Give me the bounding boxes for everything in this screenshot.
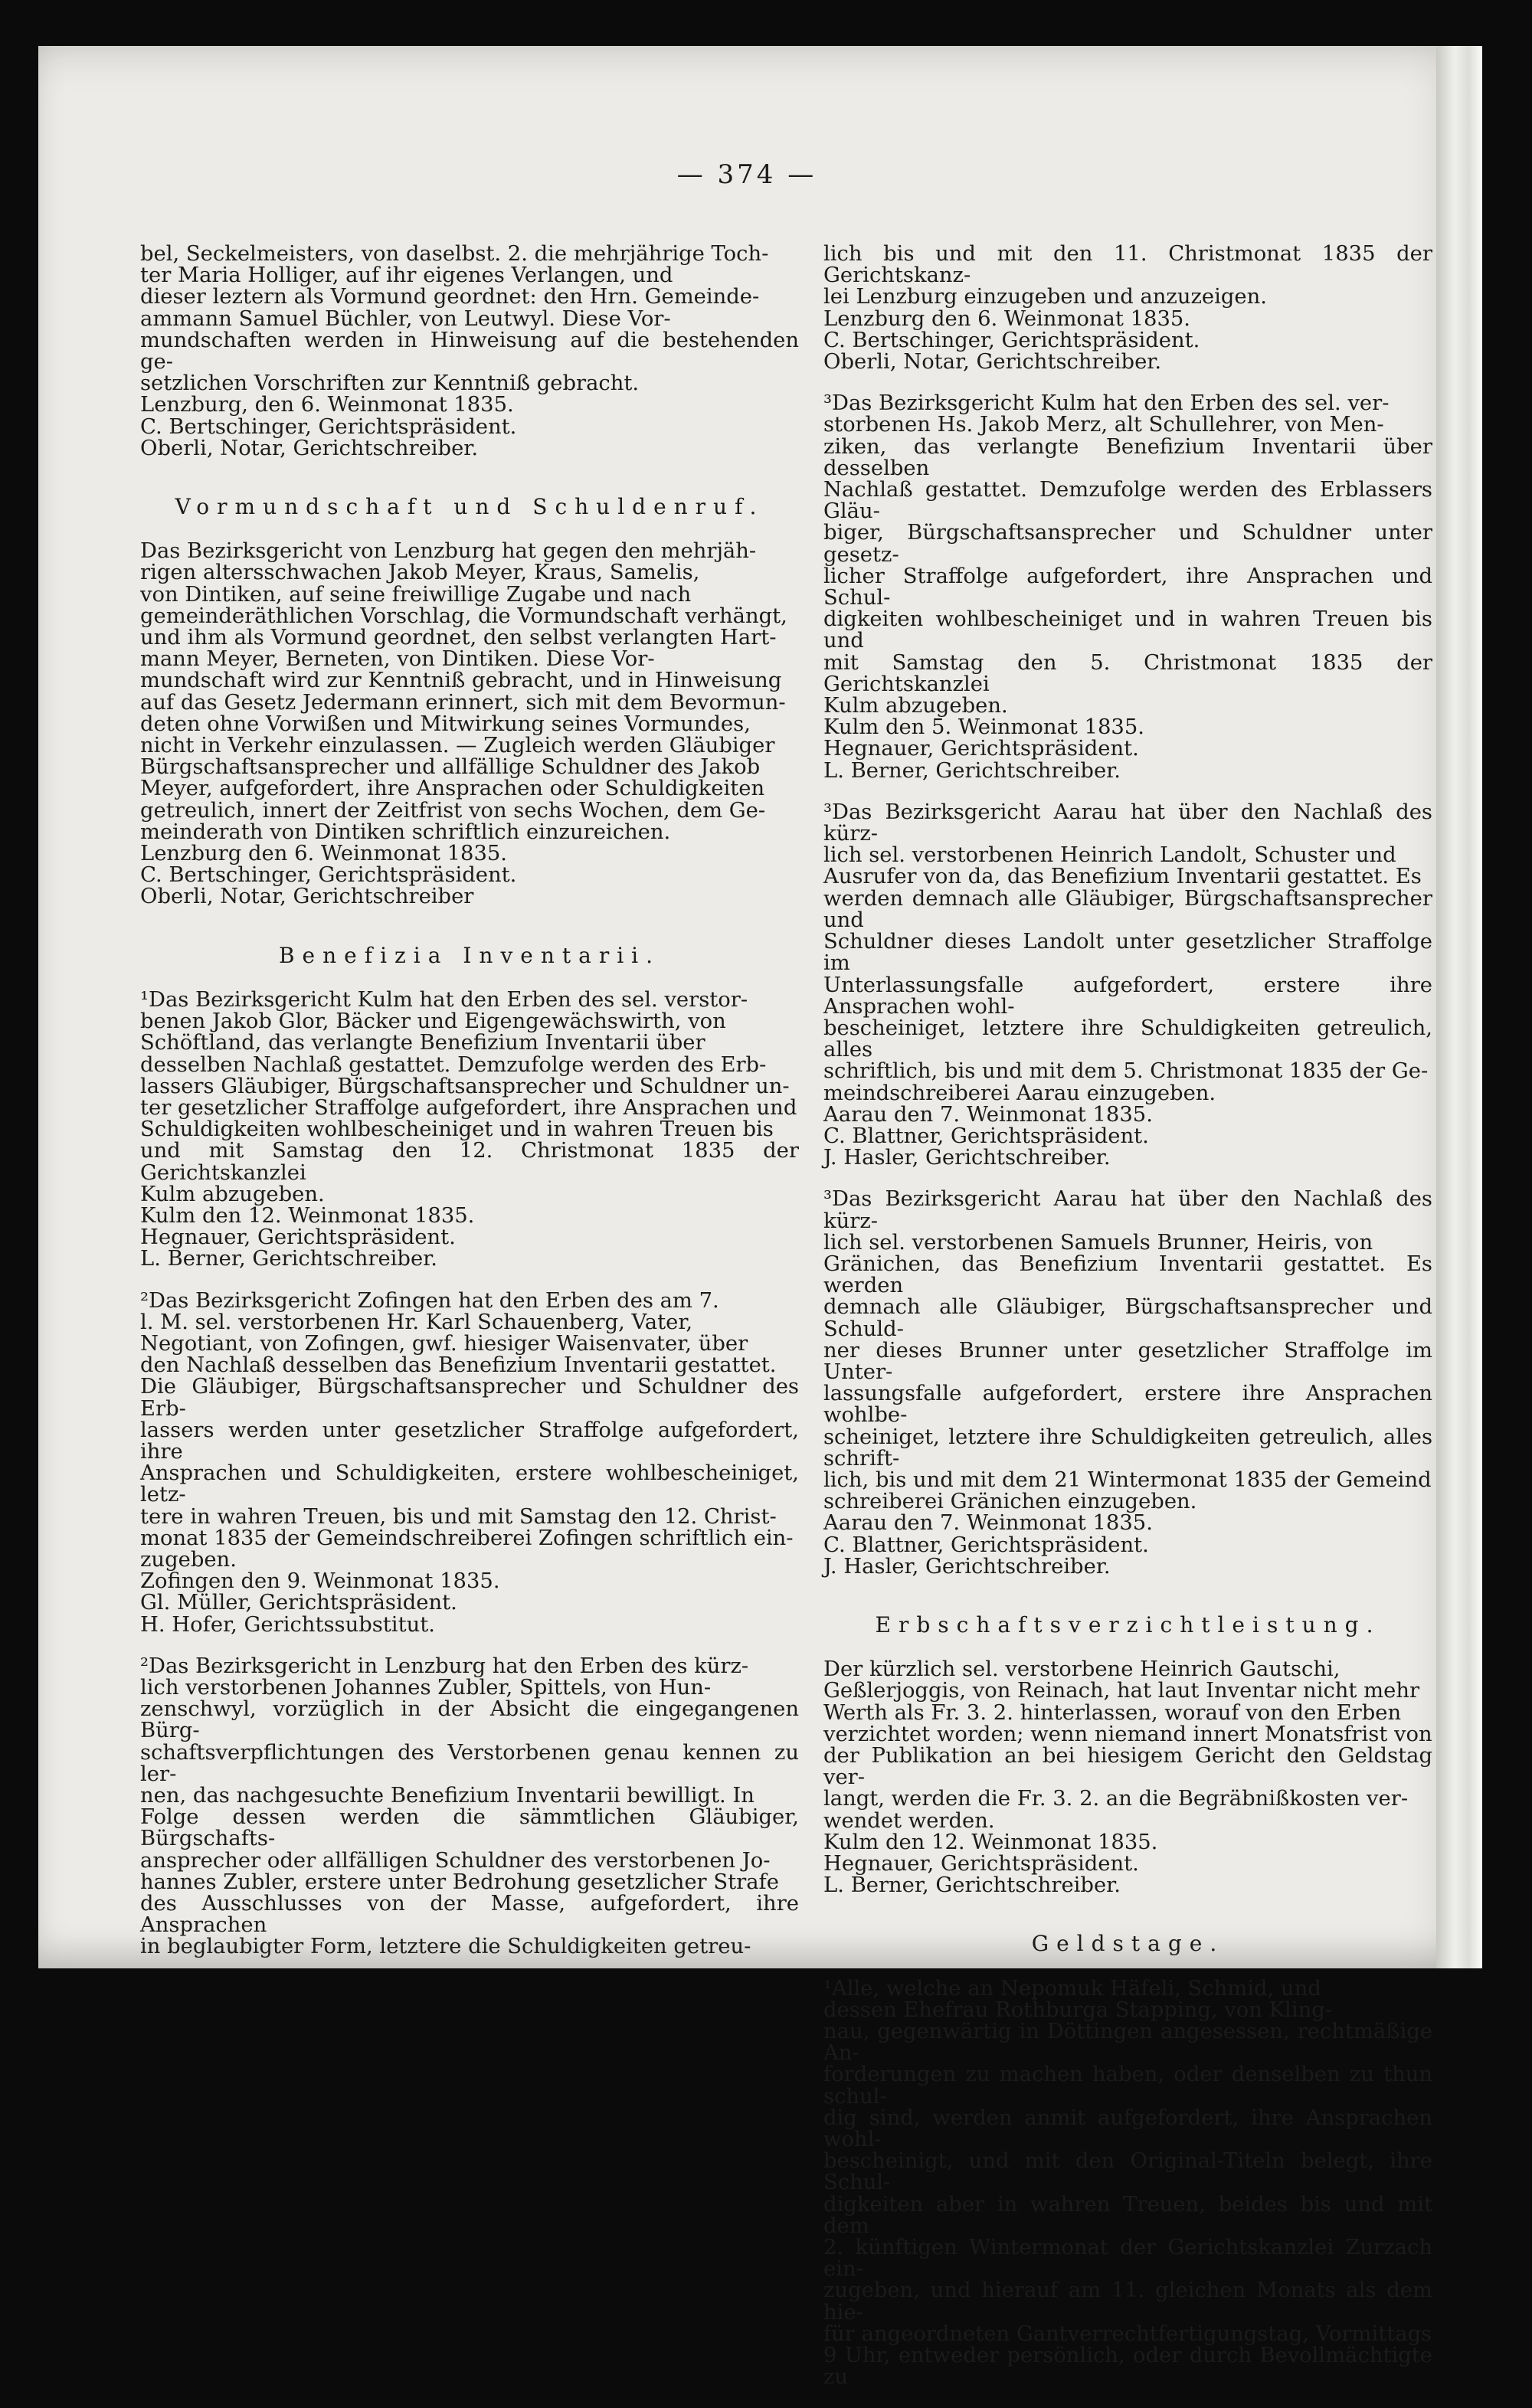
signature: C. Bertschinger, Gerichtspräsident. [823,328,1200,352]
text-line: nen, das nachgesuchte Benefizium Inventarii bewilligt. In [140,1784,755,1808]
text-line: ter gesetzlicher Straffolge aufgefordert, ihre Ansprachen und [140,1095,797,1120]
text-line: ner dieses Brunner unter gesetzlicher Straffolge im Unter- [823,1338,1432,1384]
text-line: benen Jakob Glor, Bäcker und Eigengewächswirth, von [140,1009,726,1034]
signature: L. Berner, Gerichtschreiber. [140,1247,437,1271]
text-line: Folge dessen werden die sämmtlichen Gläubiger, Bürgschafts- [140,1805,799,1851]
text-line: ¹Alle, welche an Nepomuk Häfeli, Schmid, und [823,1976,1321,2001]
landolt-notice [823,802,1432,1169]
text-line: ¹Das Bezirksgericht Kulm hat den Erben des sel. verstor- [140,987,748,1012]
text-line: zugeben, und hierauf am 11. gleichen Monats als dem hie- [823,2279,1432,2325]
text-line: Schuldigkeiten wohlbescheiniget und in wahren Treuen bis [140,1117,774,1142]
signature: Hegnauer, Gerichtspräsident. [140,1225,456,1250]
signature: Oberli, Notar, Gerichtschreiber. [140,436,479,460]
text-line: mundschaft wird zur Kenntniß gebracht, und in Hinweisung [140,669,782,693]
text-line: auf das Gesetz Jedermann erinnert, sich mit dem Bevormun- [140,690,786,715]
text-line: Schöftland, das verlangte Benefizium Inventarii über [140,1031,705,1055]
text-line: Geßlerjoggis, von Reinach, hat laut Inventar nicht mehr [823,1679,1420,1703]
zubler-notice [140,1656,799,1958]
page-fold-shadow [1436,46,1482,1968]
text-line: Unterlassungsfalle aufgefordert, erstere ihre Ansprachen wohl- [823,973,1432,1019]
text-line: und mit Samstag den 12. Christmonat 1835 der Gerichtskanzlei [140,1139,799,1185]
text-line: und ihm als Vormund geordnet, den selbst verlangten Hart- [140,626,777,650]
text-line: l. M. sel. verstorbenen Hr. Karl Schauenberg, Vater, [140,1310,693,1334]
text-line: Schuldner dieses Landolt unter gesetzlicher Straffolge im [823,930,1432,976]
text-line: schaftsverpflichtungen des Verstorbenen genau kennen zu ler- [140,1740,799,1786]
text-line: Ausrufer von da, das Benefizium Inventarii gestattet. Es [823,865,1422,889]
text-line: meinderath von Dintiken schriftlich einzureichen. [140,820,671,844]
text-line: Der kürzlich sel. verstorbene Heinrich Gautschi, [823,1657,1340,1682]
text-line: forderungen zu machen haben, oder denselben zu thun schul- [823,2063,1432,2109]
text-line: lich, bis und mit dem 21 Wintermonat 1835 der Gemeind [823,1467,1432,1492]
text-line: des Ausschlusses von der Masse, aufgefordert, ihre Ansprachen [140,1892,799,1938]
place-date: Lenzburg den 6. Weinmonat 1835. [823,306,1191,331]
text-line: lich bis und mit den 11. Christmonat 1835 der Gerichtskanz- [823,242,1432,288]
place-date: Aarau den 7. Weinmonat 1835. [823,1102,1153,1127]
text-line: bescheiniget, letztere ihre Schuldigkeiten getreulich, alles [823,1016,1432,1062]
text-line: desselben Nachlaß gestattet. Demzufolge werden des Erb- [140,1052,767,1077]
text-line: setzlichen Vorschriften zur Kenntniß gebracht. [140,371,640,396]
section-title-erbschaft: Erbschaftsverzichtleistung. [875,1611,1381,1638]
text-line: monat 1835 der Gemeindschreiberei Zofingen schriftlich ein- [140,1526,794,1550]
text-line: digkeiten aber in wahren Treuen, beides bis und mit dem [823,2192,1432,2238]
text-line: ³Das Bezirksgericht Aarau hat über den Nachlaß des kürz- [823,800,1432,846]
text-line: mundschaften werden in Hinweisung auf die bestehenden ge- [140,328,799,375]
signature: J. Hasler, Gerichtschreiber. [823,1146,1111,1170]
text-line: Das Bezirksgericht von Lenzburg hat gegen den mehrjäh- [140,539,757,564]
text-line: ³Das Bezirksgericht Kulm hat den Erben des sel. ver- [823,391,1390,416]
text-line: nicht in Verkehr einzulassen. — Zugleich werden Gläubiger [140,734,775,758]
text-line: ²Das Bezirksgericht Zofingen hat den Erben des am 7. [140,1288,719,1313]
haefeli-notice [823,1978,1432,2389]
text-line: Ansprachen und Schuldigkeiten, erstere wohlbescheiniget, letz- [140,1461,799,1507]
text-line: dieser leztern als Vormund geordnet: den Hrn. Gemeinde- [140,285,760,309]
merz-notice [823,393,1432,782]
text-line: lassungsfalle aufgefordert, erstere ihre Ansprachen wohlbe- [823,1382,1432,1428]
text-line: Gränichen, das Benefizium Inventarii gestattet. Es werden [823,1251,1432,1298]
vormund-notice [140,541,799,908]
text-line: schriftlich, bis und mit dem 5. Christmonat 1835 der Ge- [823,1059,1429,1084]
text-line: langt, werden die Fr. 3. 2. an die Begräbnißkosten ver- [823,1787,1409,1811]
text-line: lich sel. verstorbenen Heinrich Landolt, Schuster und [823,843,1396,868]
text-line: lassers Gläubiger, Bürgschaftsansprecher und Schuldner un- [140,1074,790,1098]
text-line: Meyer, aufgefordert, ihre Ansprachen oder Schuldigkeiten [140,777,765,801]
text-line: 2. künftigen Wintermonat der Gerichtskanzlei Zurzach ein- [823,2236,1432,2282]
text-line: digkeiten wohlbescheiniget und in wahren Treuen bis und [823,607,1432,653]
text-line: dig sind, werden anmit aufgefordert, ihre Ansprachen wohl- [823,2105,1432,2152]
signature: C. Bertschinger, Gerichtspräsident. [140,414,517,439]
text-line: meindschreiberei Aarau einzugeben. [823,1081,1216,1105]
text-line: zenschwyl, vorzüglich in der Absicht die eingegangenen Bürg- [140,1697,799,1743]
text-line: für angeordneten Gantverrechtfertigungstag, Vormittags [823,2321,1432,2346]
text-line: verzichtet worden; wenn niemand innert Monatsfrist von [823,1722,1432,1746]
brunner-notice [823,1189,1432,1578]
text-line: gemeinderäthlichen Vorschlag, die Vormundschaft verhängt, [140,604,787,628]
text-line: nau, gegenwärtig in Döttingen angesessen, rechtmäßige An- [823,2020,1432,2066]
signature: Hegnauer, Gerichtspräsident. [823,1852,1139,1876]
text-line: biger, Bürgschaftsansprecher und Schuldner unter gesetz- [823,521,1432,567]
text-line: mann Meyer, Berneten, von Dintiken. Diese Vor- [140,647,655,672]
text-line: licher Straffolge aufgefordert, ihre Ansprachen und Schul- [823,564,1432,610]
signature: Oberli, Notar, Gerichtschreiber. [823,350,1162,375]
signature: Hegnauer, Gerichtspräsident. [823,737,1139,761]
text-line: von Dintiken, auf seine freiwillige Zugabe und nach [140,582,692,607]
text-line: bescheinigt, und mit den Original-Titeln belegt, ihre Schul- [823,2149,1432,2195]
gautschi-notice [823,1659,1432,1896]
place-date: Zofingen den 9. Weinmonat 1835. [140,1569,500,1594]
text-line: lassers werden unter gesetzlicher Straffolge aufgefordert, ihre [140,1418,799,1464]
text-line: werden demnach alle Gläubiger, Bürgschaftsansprecher und [823,886,1432,932]
right-column [823,244,1432,2408]
section-title-vormundschaft: Vormundschaft und Schuldenruf. [175,494,764,520]
text-line: Die Gläubiger, Bürgschaftsansprecher und Schuldner des Erb- [140,1375,799,1421]
text-line: den Nachlaß desselben das Benefizium Inventarii gestattet. [140,1353,777,1378]
place-date: Kulm den 12. Weinmonat 1835. [140,1203,475,1228]
signature: J. Hasler, Gerichtschreiber. [823,1554,1111,1579]
text-line: 9 Uhr, entweder persönlich, oder durch Bevollmächtigte zu [823,2344,1432,2390]
text-line: schreiberei Gränichen einzugeben. [823,1490,1197,1514]
text-line: ammann Samuel Büchler, von Leutwyl. Diese Vor- [140,306,671,331]
text-line: lei Lenzburg einzugeben und anzuzeigen. [823,285,1267,309]
signature: Oberli, Notar, Gerichtschreiber [140,885,474,909]
text-line: wendet werden. [823,1808,995,1833]
text-line: der Publikation an bei hiesigem Gericht den Geldstag ver- [823,1744,1432,1790]
text-line: scheiniget, letztere ihre Schuldigkeiten getreulich, alles schrift- [823,1425,1432,1471]
text-line: tere in wahren Treuen, bis und mit Samstag den 12. Christ- [140,1504,777,1529]
text-line: Kulm abzugeben. [140,1182,325,1206]
signature: C. Blattner, Gerichtspräsident. [823,1124,1149,1148]
text-line: Nachlaß gestattet. Demzufolge werden des Erblassers Gläu- [823,478,1432,524]
text-line: Werth als Fr. 3. 2. hinterlassen, worauf von den Erben [823,1700,1402,1725]
text-line: dessen Ehefrau Rothburga Stapping, von Kling- [823,1997,1333,2022]
text-line: Kulm abzugeben. [823,694,1008,718]
text-line: storbenen Hs. Jakob Merz, alt Schullehrer, von Men- [823,413,1384,437]
text-line: ²Das Bezirksgericht in Lenzburg hat den Erben des kürz- [140,1654,749,1678]
text-line: mit Samstag den 5. Christmonat 1835 der Gerichtskanzlei [823,650,1432,696]
section-title-geldstage: Geldstage. [1031,1931,1225,1957]
section-title-benefizia: Benefizia Inventarii. [278,942,661,968]
schauenberg-notice [140,1288,799,1637]
text-line: getreulich, innert der Zeitfrist von sechs Wochen, dem Ge- [140,798,766,823]
glor-notice [140,987,799,1271]
text-line: Negotiant, von Zofingen, gwf. hiesiger Waisenvater, über [140,1331,748,1356]
text-line: ziken, das verlangte Benefizium Inventarii über desselben [823,434,1432,480]
zubler-continuation [823,244,1432,373]
text-line: bel, Seckelmeisters, von daselbst. 2. die mehrjährige Toch- [140,242,769,266]
text-line: zugeben. [140,1547,237,1572]
page-number: — 374 — [676,159,817,190]
intro-notice [140,244,799,460]
text-line: rigen altersschwachen Jakob Meyer, Kraus, Samelis, [140,561,700,585]
text-line: ³Das Bezirksgericht Aarau hat über den Nachlaß des kürz- [823,1187,1432,1233]
signature: C. Bertschinger, Gerichtspräsident. [140,863,517,888]
place-date: Aarau den 7. Weinmonat 1835. [823,1511,1153,1536]
text-line: lich verstorbenen Johannes Zubler, Spittels, von Hun- [140,1675,712,1700]
signature: L. Berner, Gerichtschreiber. [823,758,1121,783]
signature: L. Berner, Gerichtschreiber. [823,1873,1121,1898]
text-line: deten ohne Vorwißen und Mitwirkung seines Vormundes, [140,712,751,736]
text-line: in beglaubigter Form, letztere die Schuldigkeiten getreu- [140,1935,751,1959]
text-line: ansprecher oder allfälligen Schuldner des verstorbenen Jo- [140,1848,771,1873]
text-line: Bürgschaftsansprecher und allfällige Schuldner des Jakob [140,755,761,780]
signature: C. Blattner, Gerichtspräsident. [823,1533,1149,1557]
newspaper-page [38,46,1482,2390]
place-date: Kulm den 5. Weinmonat 1835. [823,715,1144,740]
text-line: hannes Zubler, erstere unter Bedrohung gesetzlicher Strafe [140,1870,779,1894]
text-line: ter Maria Holliger, auf ihr eigenes Verlangen, und [140,263,673,288]
signature: Gl. Müller, Gerichtspräsident. [140,1591,457,1615]
left-column [140,244,799,1978]
text-line: demnach alle Gläubiger, Bürgschaftsansprecher und Schuld- [823,1295,1432,1341]
signature: H. Hofer, Gerichtssubstitut. [140,1612,435,1637]
place-date: Lenzburg den 6. Weinmonat 1835. [140,842,508,866]
place-date: Lenzburg, den 6. Weinmonat 1835. [140,393,514,417]
text-line: lich sel. verstorbenen Samuels Brunner, Heiris, von [823,1230,1373,1255]
place-date: Kulm den 12. Weinmonat 1835. [823,1830,1158,1854]
